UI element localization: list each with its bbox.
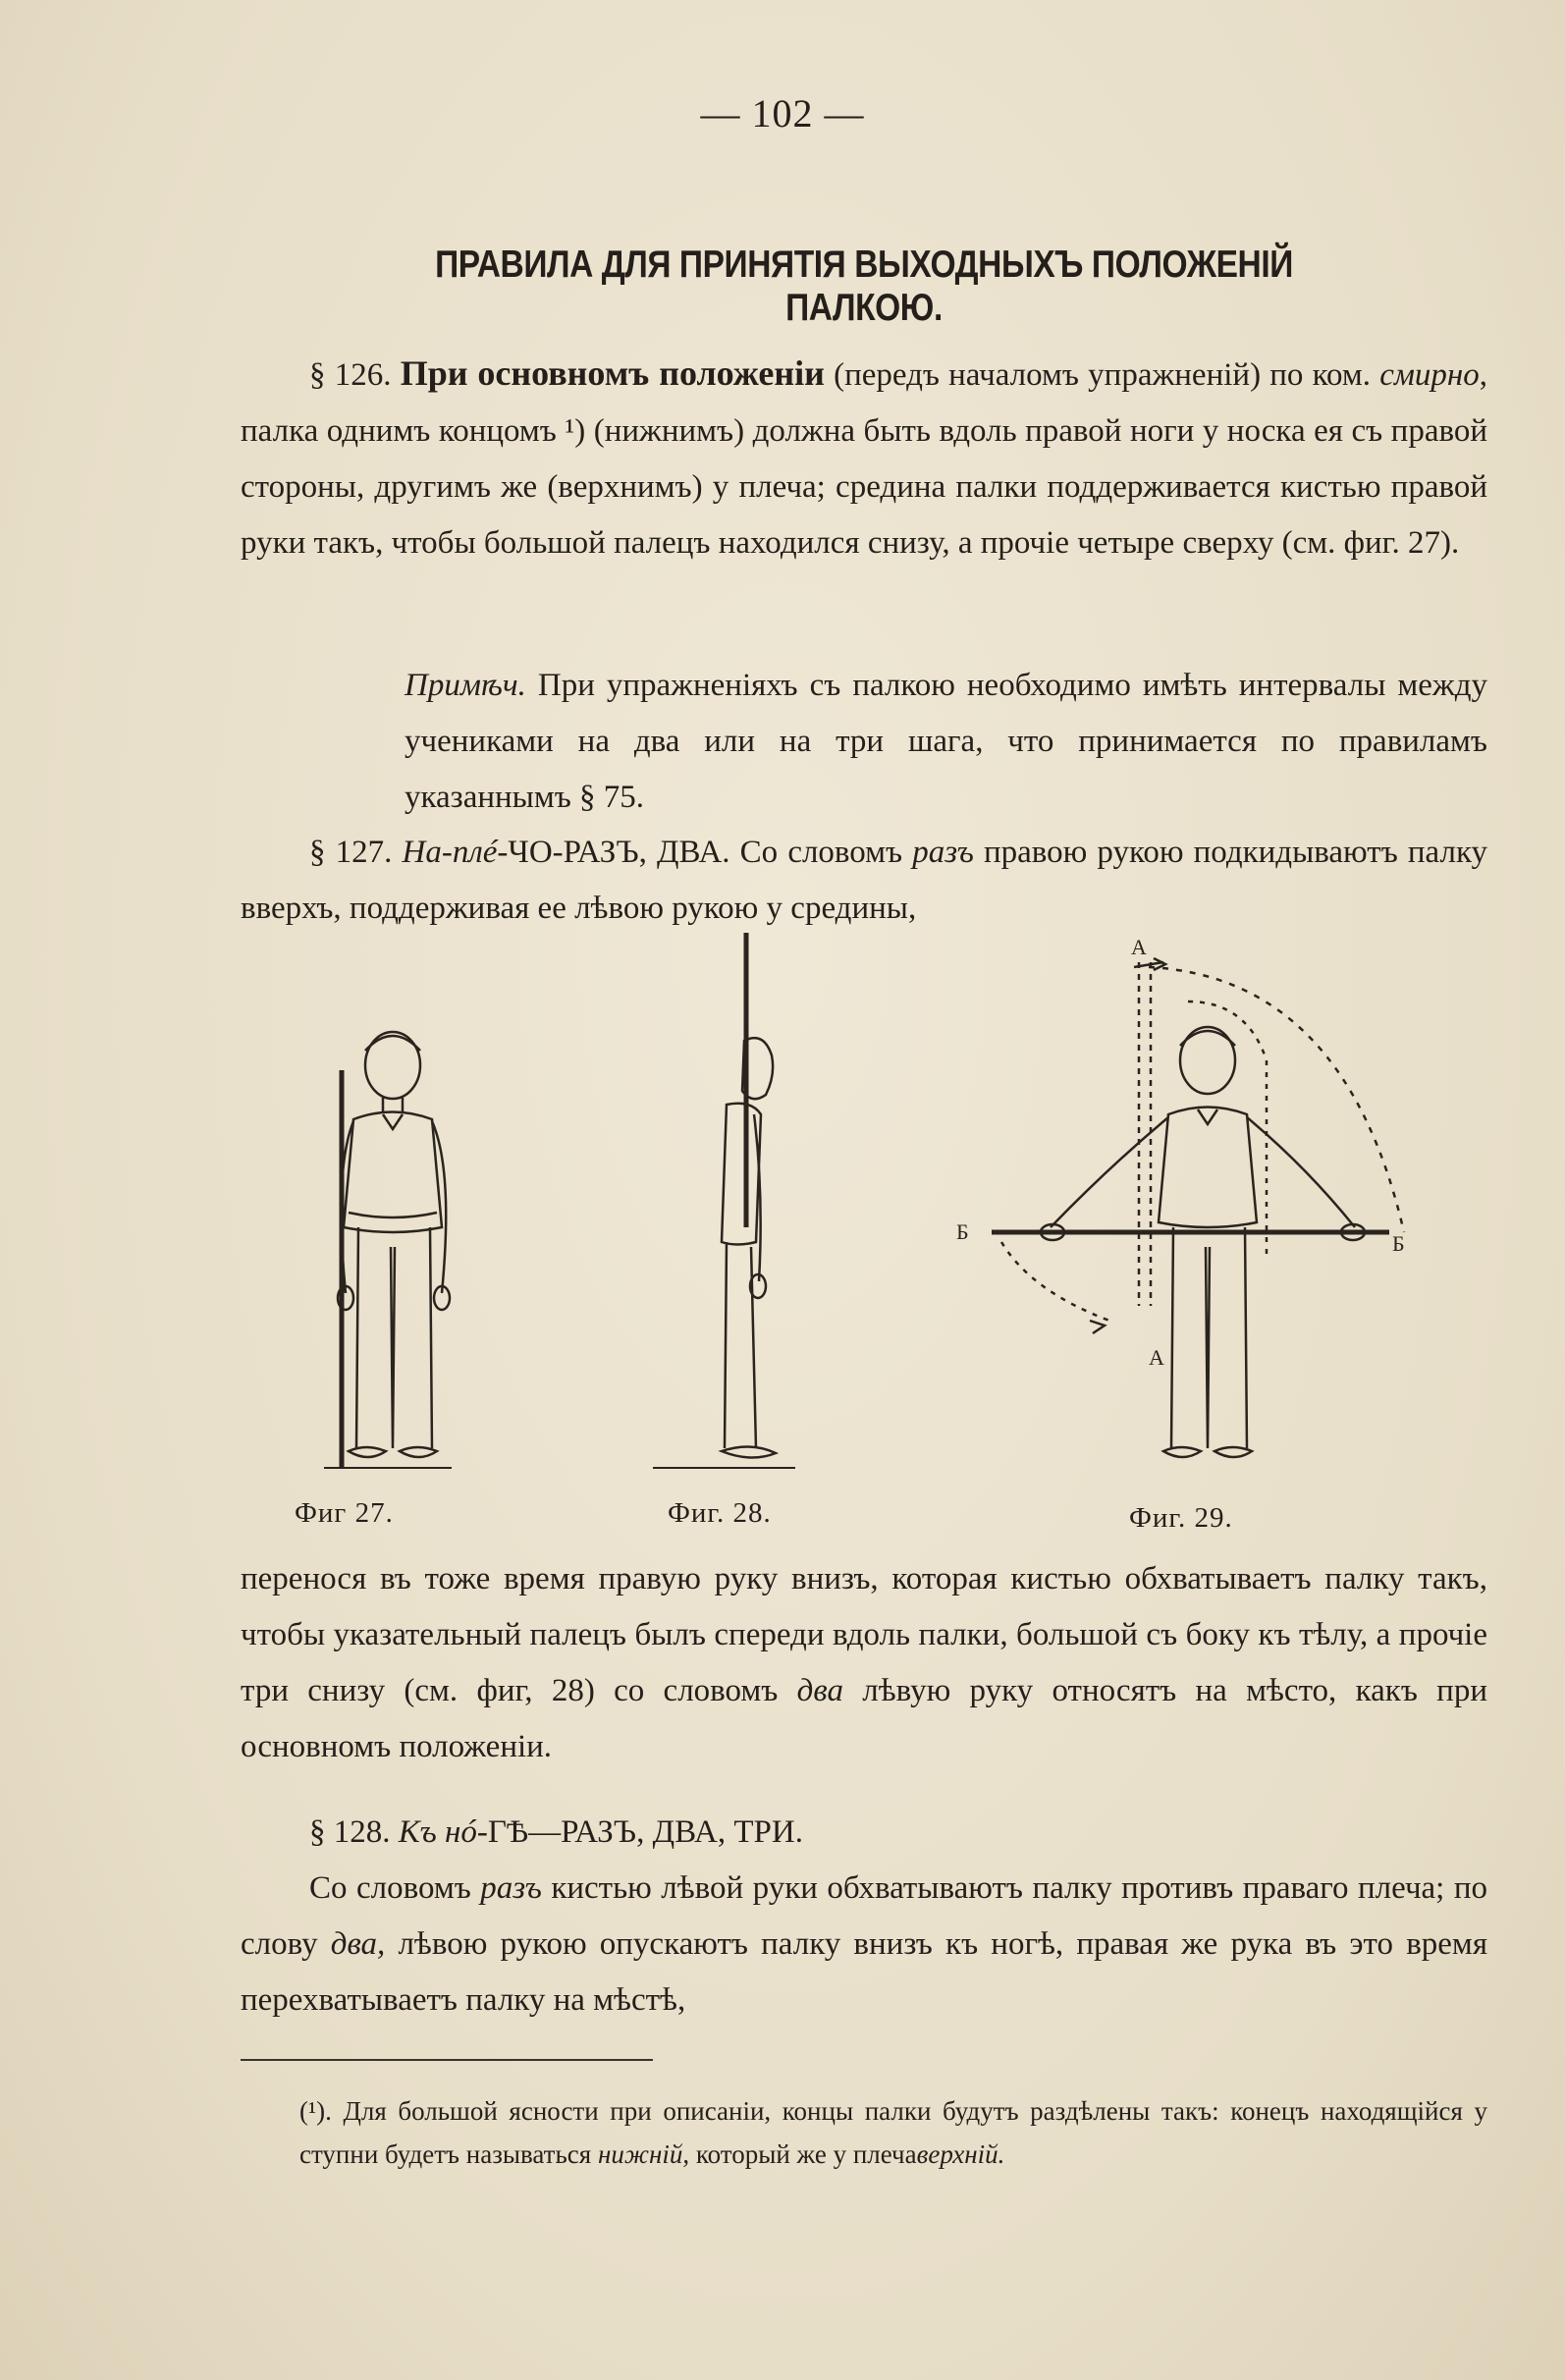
command-word: смирно: [1379, 357, 1480, 393]
text-run: перенося въ тоже время правую руку внизъ, которая кистью обхватываетъ палку такъ, чтобы указательный палецъ былъ спереди вдоль палки, большой съ боку къ тѣлу, а прочіе три снизу (см. фиг, 28) со словомъ: [241, 1561, 1487, 1708]
footnote: [241, 2089, 1487, 2176]
bold-phrase: При основномъ положеніи: [400, 353, 825, 393]
command-word: На-плé-: [402, 835, 509, 870]
page-number: — 102 —: [700, 91, 865, 135]
label-b-left: Б: [956, 1219, 969, 1244]
note-paragraph: [346, 658, 1487, 826]
text-run: Для большой ясности при описаніи, концы палки будутъ раздѣлены такъ: конецъ находящійся у ступни будетъ называться: [299, 2096, 1487, 2169]
section-number: § 127.: [309, 835, 393, 870]
figure-28-caption: Фиг. 28.: [668, 1497, 772, 1529]
section-number: § 128.: [309, 1814, 391, 1850]
text-run: лѣвою рукою опускаютъ палку внизъ къ ногѣ, правая же рука въ это время перехватываетъ палку на мѣстѣ,: [241, 1926, 1487, 2018]
label-a-bottom: А: [1149, 1345, 1164, 1370]
figure-28: [628, 933, 825, 1529]
text-run: Со словомъ: [729, 835, 913, 870]
text-run: кистью лѣвой руки обхватываютъ палку противъ праваго плеча; по слову: [241, 1870, 1487, 1962]
figure-27-illustration: [295, 933, 491, 1483]
figure-27-caption: Фиг 27.: [295, 1497, 394, 1529]
paragraph-126: [241, 346, 1487, 571]
section-number: § 126.: [309, 357, 392, 393]
footnote-mark: (¹).: [299, 2096, 332, 2126]
text-run: лѣвую руку относятъ на мѣсто, какъ при основномъ положеніи.: [241, 1673, 1487, 1764]
section-heading: ПРАВИЛА ДЛЯ ПРИНЯТІЯ ВЫХОДНЫХЪ ПОЛОЖЕНІЙ ПАЛКОЮ.: [435, 243, 1293, 329]
command-word: ЧО-РАЗЪ, ДВА.: [508, 835, 730, 870]
text-run: , палка однимъ концомъ ¹) (нижнимъ) должна быть вдоль правой ноги у носка ея съ правой стороны, другимъ же (верхнимъ) у плеча; средина палки поддерживается кистью правой руки такъ, чтобы большой палецъ находился снизу, а прочіе четыре сверху (см. фиг. 27).: [241, 357, 1488, 561]
note-text: При упражненіяхъ съ палкою необходимо имѣть интервалы между учениками на два или на три шага, что принимается по правиламъ указаннымъ § 75.: [405, 668, 1487, 815]
command-word: два,: [330, 1926, 386, 1962]
figure-29: [943, 933, 1414, 1534]
text-run: Со словомъ: [309, 1870, 481, 1906]
command-word: разъ: [480, 1870, 542, 1906]
figure-29-illustration: [943, 933, 1414, 1483]
label-a-top: А: [1131, 935, 1147, 959]
figure-27: [295, 933, 491, 1529]
command-word: разъ: [912, 835, 974, 870]
text-run: правою рукою подкидываютъ палку вверхъ, поддерживая ее лѣвою рукою у средины,: [241, 835, 1488, 926]
command-word: Къ нó-: [398, 1814, 488, 1850]
term-lower: нижній: [597, 2139, 683, 2169]
command-word: ГѢ—РАЗЪ, ДВА, ТРИ.: [487, 1814, 803, 1850]
command-word: два: [796, 1673, 843, 1708]
text-run: (передъ началомъ упражненій) по ком.: [824, 357, 1380, 393]
label-b-right: Б: [1392, 1231, 1405, 1256]
paragraph-128: [241, 1861, 1487, 2028]
figure-28-illustration: [628, 933, 825, 1483]
figure-29-caption: Фиг. 29.: [1129, 1502, 1233, 1534]
text-run: , который же у плеча: [682, 2139, 917, 2169]
footnote-rule: [241, 2059, 653, 2061]
continuation-paragraph: [241, 1551, 1487, 1775]
paragraph-128-heading: [241, 1805, 1487, 1861]
paragraph-127: [241, 825, 1487, 937]
note-label: Примѣч.: [405, 668, 526, 703]
term-upper: верхній.: [916, 2139, 1005, 2169]
